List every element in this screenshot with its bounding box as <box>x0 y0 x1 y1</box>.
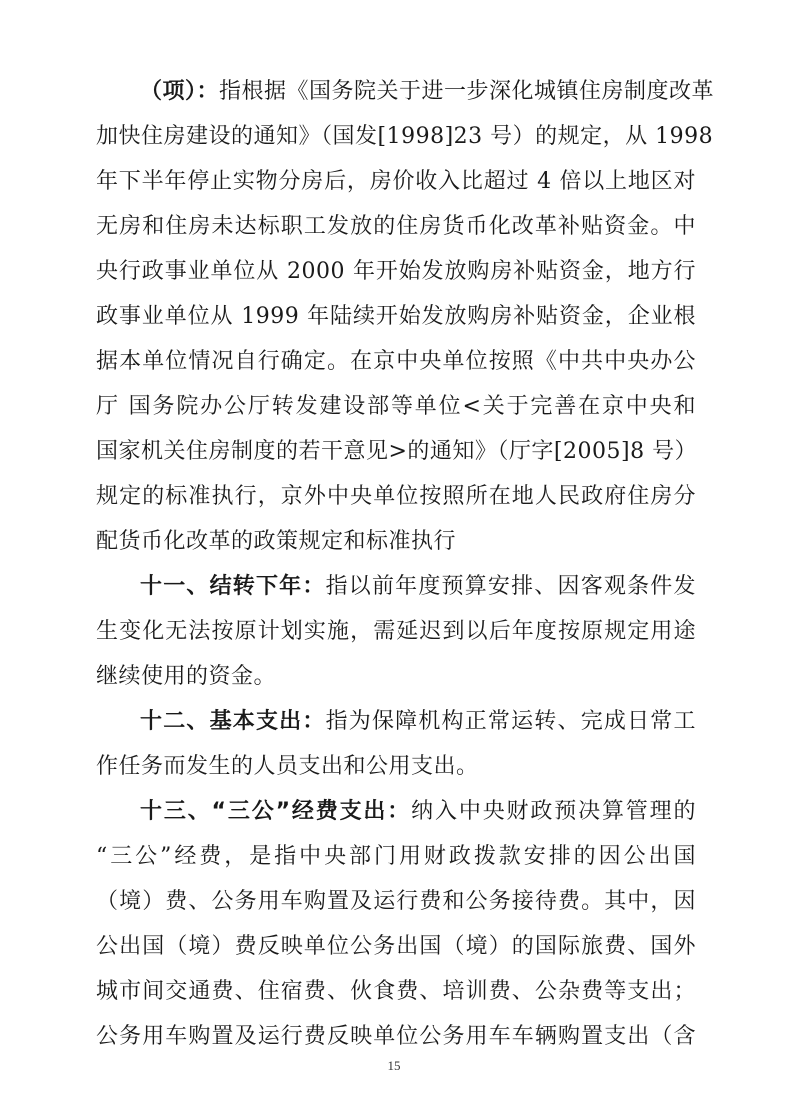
body-text: 国家机关住房制度的若干意见>的通知》（厅字[2005]8 号） <box>96 439 698 464</box>
text-line <box>96 432 696 472</box>
text-line <box>96 747 696 787</box>
body-text: 厅 国务院办公厅转发建设部等单位<关于完善在京中央和 <box>96 394 696 419</box>
text-line <box>96 927 696 967</box>
section-heading: 十一、结转下年： <box>140 574 326 599</box>
text-line <box>96 1017 696 1057</box>
text-line <box>140 567 696 607</box>
bold-text: （项）： <box>140 79 220 104</box>
body-text: 公务用车购置及运行费反映单位公务用车车辆购置支出（含 <box>96 1024 696 1049</box>
body-text: 城市间交通费、住宿费、伙食费、培训费、公杂费等支出； <box>96 979 696 1004</box>
text-line <box>96 612 696 652</box>
body-text: 继续使用的资金。 <box>96 664 277 689</box>
text-line <box>96 837 696 877</box>
body-text: 无房和住房未达标职工发放的住房货币化改革补贴资金。中 <box>96 214 696 239</box>
body-text: 配货币化改革的政策规定和标准执行 <box>96 529 457 554</box>
body-text: 规定的标准执行，京外中央单位按照所在地人民政府住房分 <box>96 484 696 509</box>
text-line <box>96 657 696 697</box>
body-text: 指为保障机构正常运转、完成日常工 <box>325 709 696 734</box>
text-line <box>96 387 696 427</box>
text-line <box>96 297 696 337</box>
section-heading: 十三、“三公”经费支出： <box>140 799 412 824</box>
body-text: 指根据《国务院关于进一步深化城镇住房制度改革 <box>219 79 715 104</box>
body-text: 指以前年度预算安排、因客观条件发 <box>325 574 696 599</box>
body-text: 生变化无法按原计划实施，需延迟到以后年度按原规定用途 <box>96 619 696 644</box>
body-text: 年下半年停止实物分房后，房价收入比超过 4 倍以上地区对 <box>96 169 696 194</box>
text-line <box>140 792 696 832</box>
text-line <box>96 162 696 202</box>
body-text: 政事业单位从 1999 年陆续开始发放购房补贴资金，企业根 <box>96 304 696 329</box>
text-line <box>96 477 696 517</box>
body-text: 作任务而发生的人员支出和公用支出。 <box>96 754 479 779</box>
text-line <box>96 972 696 1012</box>
text-line <box>96 117 714 157</box>
text-line <box>140 72 715 112</box>
body-text: 纳入中央财政预决算管理的 <box>411 799 696 824</box>
body-text: 公出国（境）费反映单位公务出国（境）的国际旅费、国外 <box>96 934 696 959</box>
page-number: 15 <box>387 1058 401 1073</box>
text-line <box>96 207 696 247</box>
text-line <box>96 522 696 562</box>
text-line <box>96 342 696 382</box>
body-text: “三公”经费，是指中央部门用财政拨款安排的因公出国 <box>96 844 696 869</box>
text-line <box>96 252 696 292</box>
text-line <box>140 702 696 742</box>
body-text: 央行政事业单位从 2000 年开始发放购房补贴资金，地方行 <box>96 259 696 284</box>
section-heading: 十二、基本支出： <box>140 709 326 734</box>
text-line <box>96 882 696 922</box>
body-text: 据本单位情况自行确定。在京中央单位按照《中共中央办公 <box>96 349 696 374</box>
body-text: 加快住房建设的通知》（国发[1998]23 号）的规定，从 1998 <box>96 124 714 149</box>
body-text: （境）费、公务用车购置及运行费和公务接待费。其中，因 <box>96 889 696 914</box>
